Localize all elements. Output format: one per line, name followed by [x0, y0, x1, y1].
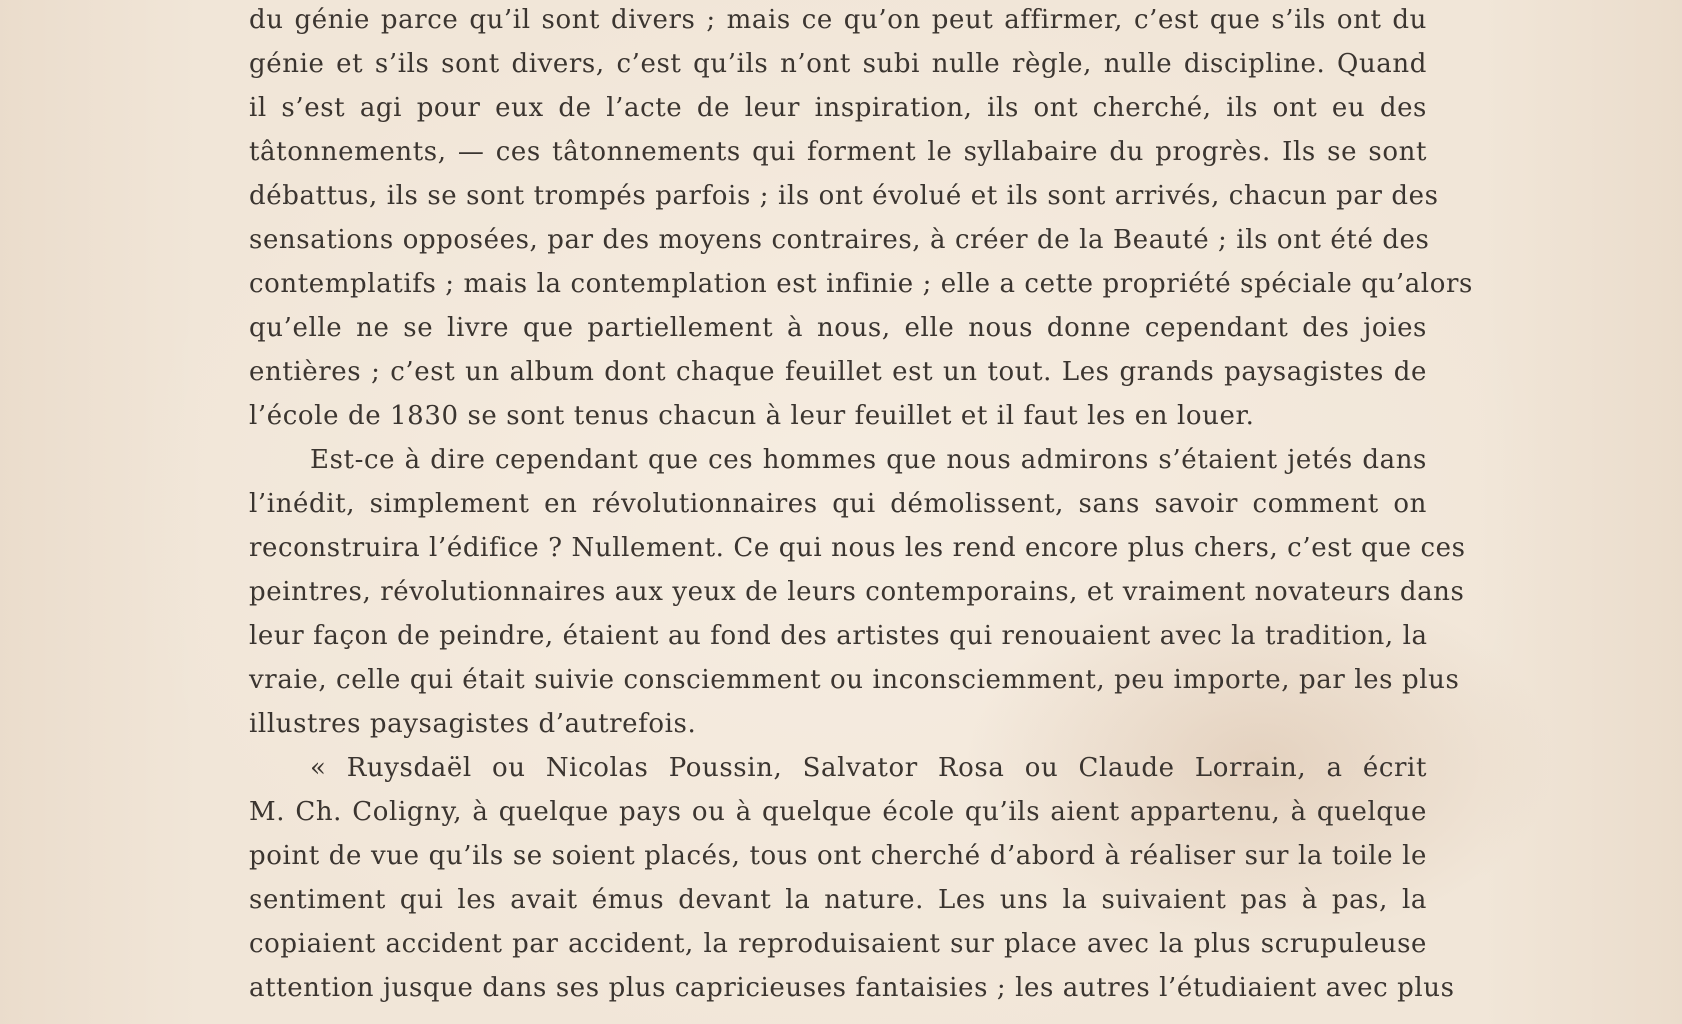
text-line: qu’elle ne se livre que partiellement à nous, elle nous donne cependant des joies [249, 313, 1427, 343]
text-line: du génie parce qu’il sont divers ; mais ce qu’on peut affirmer, c’est que s’ils ont du [249, 5, 1427, 35]
paragraph-3 [249, 746, 1455, 1010]
text-line: génie et s’ils sont divers, c’est qu’ils n’ont subi nulle règle, nulle discipline. Quand [249, 49, 1427, 79]
text-line: l’inédit, simplement en révolutionnaires qui démolissent, sans savoir comment on [249, 489, 1427, 519]
text-line: leur façon de peindre, étaient au fond des artistes qui renouaient avec la tradition, la [249, 621, 1428, 651]
text-line: l’école de 1830 se sont tenus chacun à leur feuillet et il faut les en louer. [249, 401, 1255, 431]
text-line: M. Ch. Coligny, à quelque pays ou à quelque école qu’ils aient appartenu, à quelque [249, 797, 1427, 827]
text-line: entières ; c’est un album dont chaque feuillet est un tout. Les grands paysagistes de [249, 357, 1427, 387]
paragraph-2 [249, 438, 1466, 746]
text-line: contemplatifs ; mais la contemplation est infinie ; elle a cette propriété spéciale qu’alors [249, 269, 1473, 299]
text-line: vraie, celle qui était suivie consciemment ou inconsciemment, peu importe, par les plus [249, 665, 1460, 695]
text-line: Est-ce à dire cependant que ces hommes que nous admirons s’étaient jetés dans [310, 445, 1427, 475]
text-line: « Ruysdaël ou Nicolas Poussin, Salvator Rosa ou Claude Lorrain, a écrit [310, 753, 1427, 783]
text-line: il s’est agi pour eux de l’acte de leur inspiration, ils ont cherché, ils ont eu des [249, 93, 1427, 123]
paragraph-1 [249, 0, 1473, 438]
text-line: sentiment qui les avait émus devant la nature. Les uns la suivaient pas à pas, la [249, 885, 1427, 915]
text-line: sensations opposées, par des moyens contraires, à créer de la Beauté ; ils ont été des [249, 225, 1430, 255]
book-page-text [249, 0, 1473, 1010]
text-line: illustres paysagistes d’autrefois. [249, 709, 697, 739]
text-line: peintres, révolutionnaires aux yeux de leurs contemporains, et vraiment novateurs dans [249, 577, 1465, 607]
text-line: tâtonnements, — ces tâtonnements qui forment le syllabaire du progrès. Ils se sont [249, 137, 1427, 167]
text-line: point de vue qu’ils se soient placés, tous ont cherché d’abord à réaliser sur la toile le [249, 841, 1427, 871]
text-line: reconstruira l’édifice ? Nullement. Ce qui nous les rend encore plus chers, c’est que ces [249, 533, 1466, 563]
text-line: débattus, ils se sont trompés parfois ; ils ont évolué et ils sont arrivés, chacun par des [249, 181, 1439, 211]
text-line: copiaient accident par accident, la reproduisaient sur place avec la plus scrupuleuse [249, 929, 1427, 959]
text-line: attention jusque dans ses plus capricieuses fantaisies ; les autres l’étudiaient avec plus [249, 973, 1455, 1003]
